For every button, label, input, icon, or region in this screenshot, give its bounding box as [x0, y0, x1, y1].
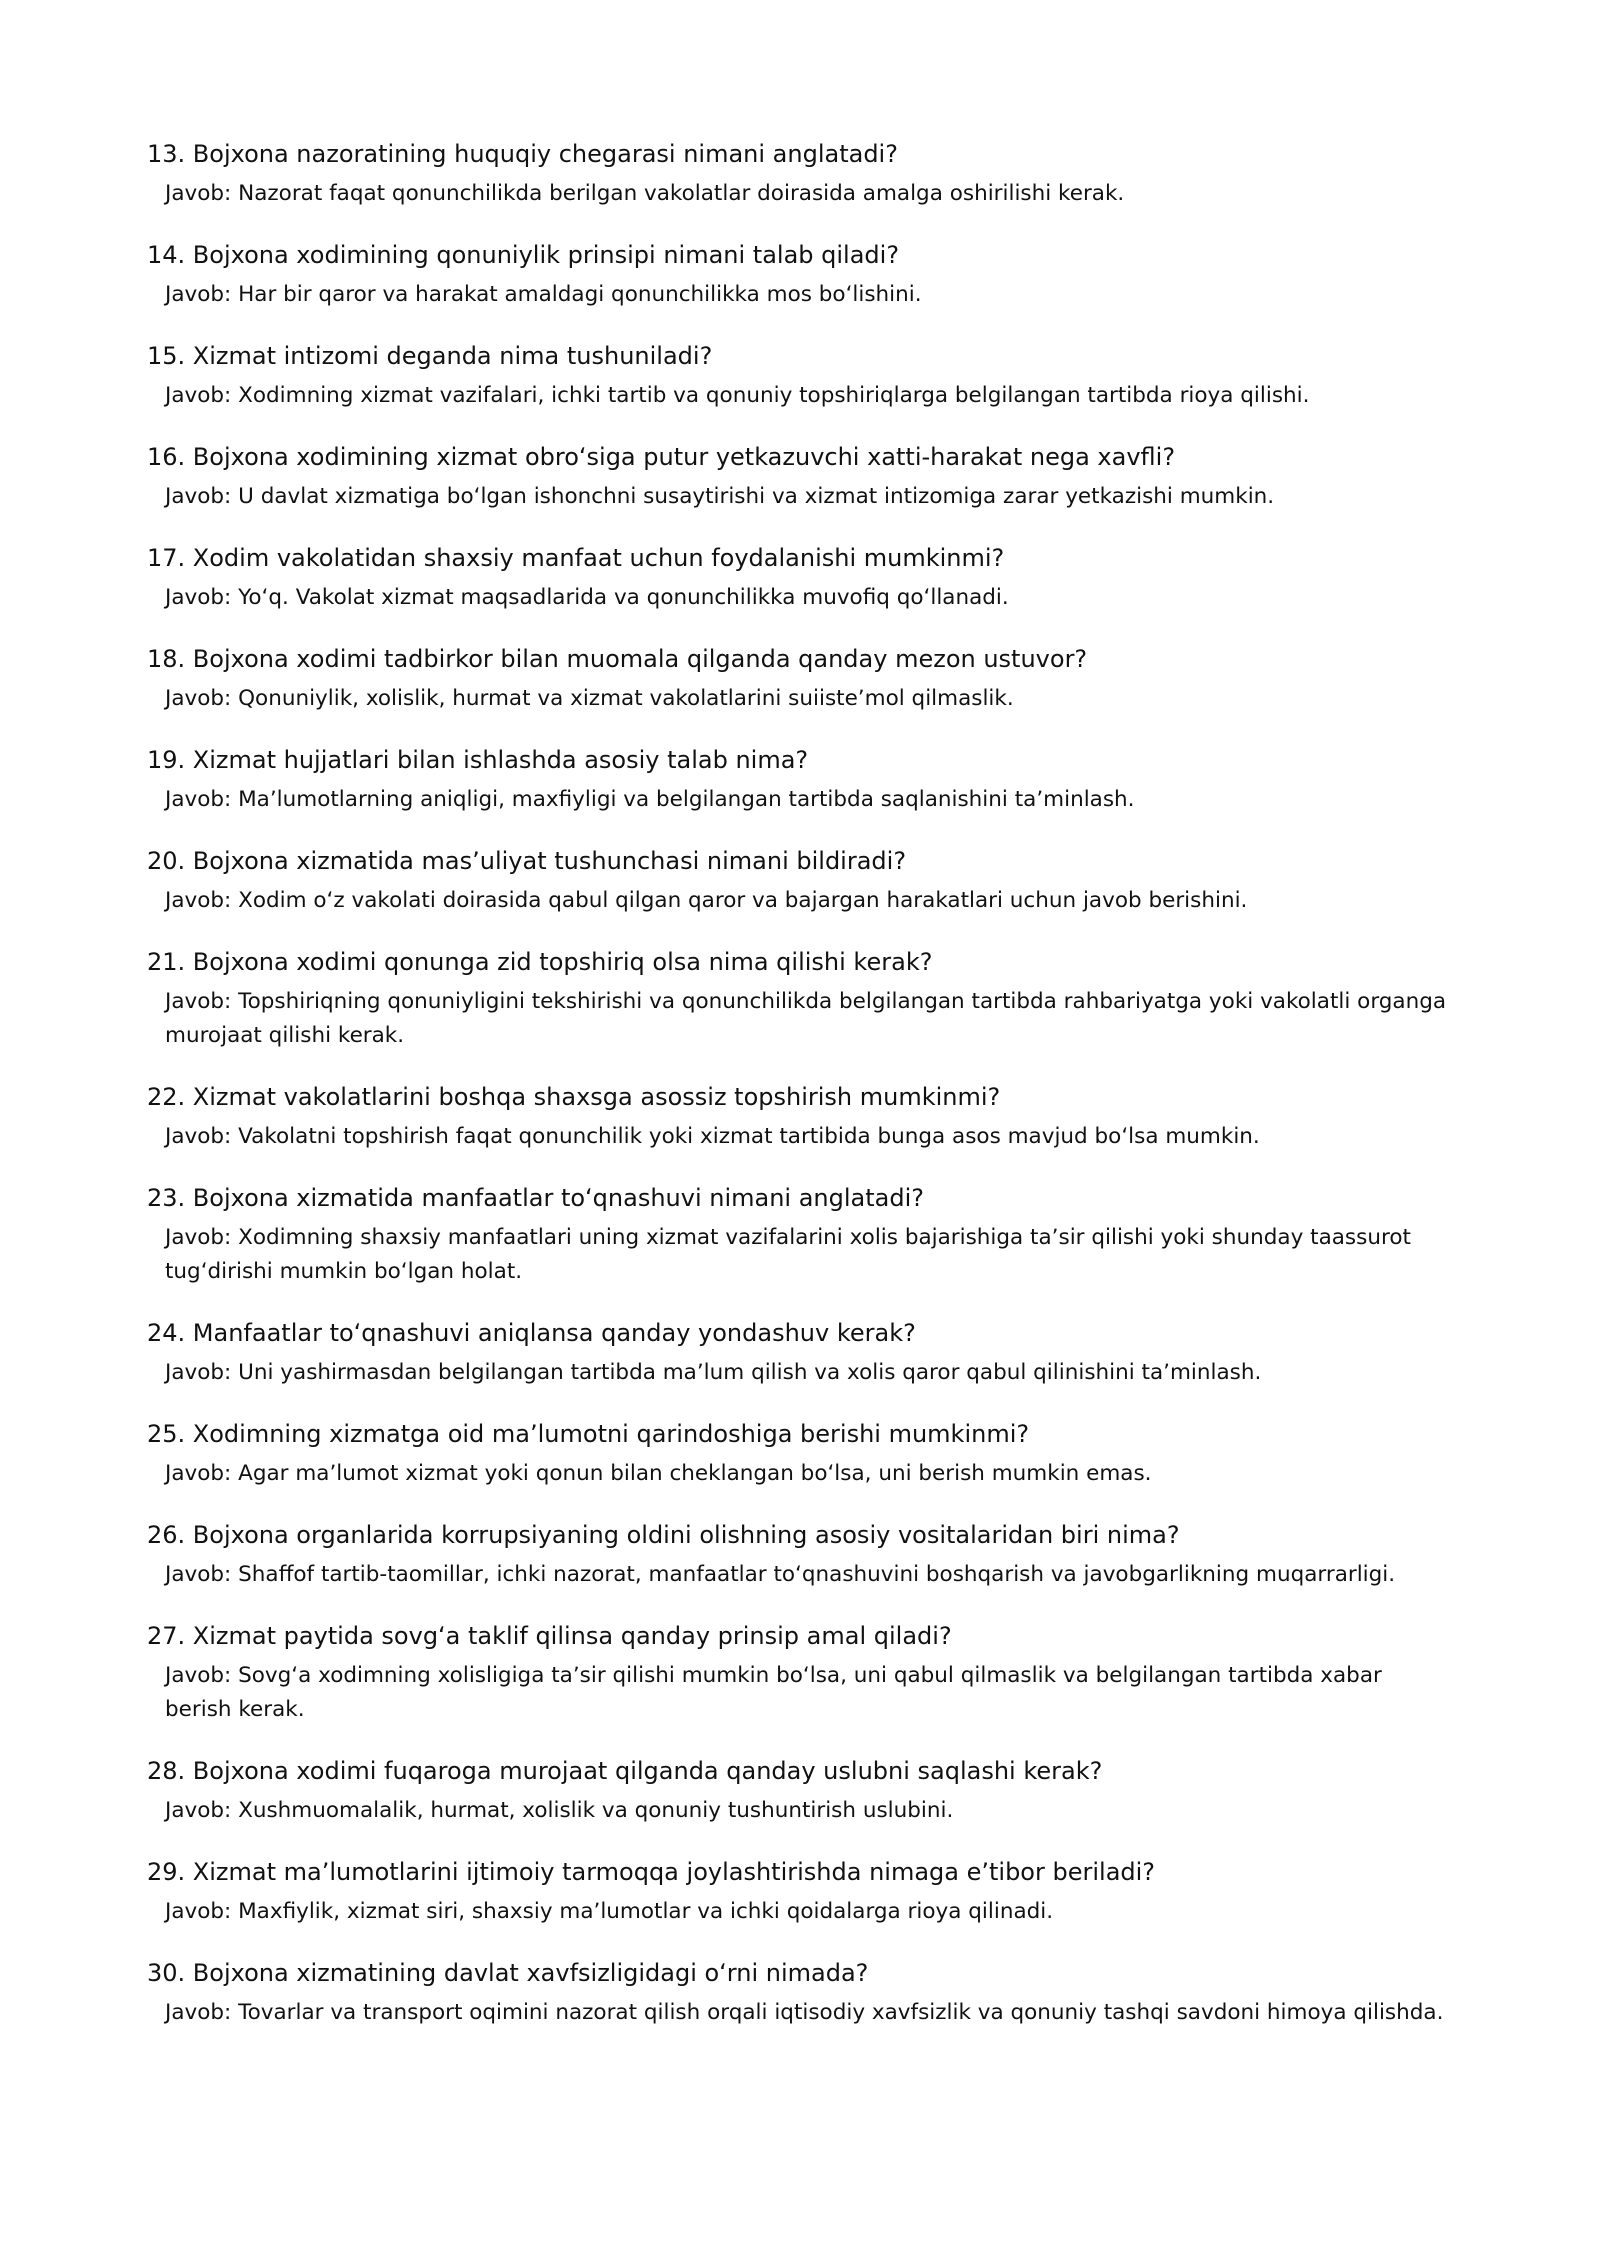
answer-14: Javob: Har bir qaror va harakat amaldagi qonunchilikka mos boʻlishini.	[165, 282, 922, 307]
answer-21: Javob: Topshiriqning qonuniyligini tekshirishi va qonunchilikda belgilangan tartibda rahbariyatga yoki vakolatli organga murojaat qilishi kerak.	[165, 989, 1447, 1048]
qa-item-26	[147, 1518, 1467, 1592]
answer-15: Javob: Xodimning xizmat vazifalari, ichki tartib va qonuniy topshiriqlarga belgilangan tartibda rioya qilishi.	[165, 383, 1310, 408]
answer-28: Javob: Xushmuomalalik, hurmat, xolislik va qonuniy tushuntirish uslubini.	[165, 1798, 954, 1823]
qa-item-15	[147, 339, 1467, 413]
question-21: 21. Bojxona xodimi qonunga zid topshiriq olsa nima qilishi kerak?	[147, 948, 933, 976]
answer-29: Javob: Maxfiylik, xizmat siri, shaxsiy maʼlumotlar va ichki qoidalarga rioya qilinadi.	[165, 1899, 1054, 1924]
answer-23: Javob: Xodimning shaxsiy manfaatlari uning xizmat vazifalarini xolis bajarishiga taʼsir qilishi yoki shunday taassurot tugʻdirishi mumkin boʻlgan holat.	[165, 1225, 1411, 1284]
qa-item-13	[147, 137, 1467, 211]
qa-item-30	[147, 1956, 1467, 2030]
question-29: 29. Xizmat maʼlumotlarini ijtimoiy tarmoqqa joylashtirishda nimaga eʼtibor beriladi?	[147, 1858, 1156, 1886]
qa-item-24	[147, 1316, 1467, 1390]
answer-18: Javob: Qonuniylik, xolislik, hurmat va xizmat vakolatlarini suiisteʼmol qilmaslik.	[165, 686, 1014, 711]
question-23: 23. Bojxona xizmatida manfaatlar toʻqnashuvi nimani anglatadi?	[147, 1184, 925, 1212]
question-20: 20. Bojxona xizmatida masʼuliyat tushunchasi nimani bildiradi?	[147, 847, 907, 875]
question-16: 16. Bojxona xodimining xizmat obroʻsiga putur yetkazuvchi xatti-harakat nega xavfli?	[147, 443, 1176, 471]
answer-30: Javob: Tovarlar va transport oqimini nazorat qilish orqali iqtisodiy xavfsizlik va qonuniy tashqi savdoni himoya qilishda.	[165, 2000, 1444, 2025]
question-17: 17. Xodim vakolatidan shaxsiy manfaat uchun foydalanishi mumkinmi?	[147, 544, 1005, 572]
answer-22: Javob: Vakolatni topshirish faqat qonunchilik yoki xizmat tartibida bunga asos mavjud boʻlsa mumkin.	[165, 1124, 1260, 1149]
qa-item-27	[147, 1619, 1467, 1727]
question-30: 30. Bojxona xizmatining davlat xavfsizligidagi oʻrni nimada?	[147, 1959, 869, 1987]
qa-item-22	[147, 1080, 1467, 1154]
question-13: 13. Bojxona nazoratining huquqiy chegarasi nimani anglatadi?	[147, 140, 898, 168]
question-28: 28. Bojxona xodimi fuqaroga murojaat qilganda qanday uslubni saqlashi kerak?	[147, 1757, 1103, 1785]
answer-19: Javob: Maʼlumotlarning aniqligi, maxfiyligi va belgilangan tartibda saqlanishini taʼminlash.	[165, 787, 1135, 812]
qa-item-19	[147, 743, 1467, 817]
qa-item-29	[147, 1855, 1467, 1929]
answer-13: Javob: Nazorat faqat qonunchilikda berilgan vakolatlar doirasida amalga oshirilishi kerak.	[165, 181, 1125, 206]
question-27: 27. Xizmat paytida sovgʻa taklif qilinsa qanday prinsip amal qiladi?	[147, 1622, 952, 1650]
answer-27: Javob: Sovgʻa xodimning xolisligiga taʼsir qilishi mumkin boʻlsa, uni qabul qilmaslik va belgilangan tartibda xabar berish kerak.	[165, 1663, 1382, 1722]
qa-item-14	[147, 238, 1467, 312]
question-15: 15. Xizmat intizomi deganda nima tushuniladi?	[147, 342, 713, 370]
qa-item-17	[147, 541, 1467, 615]
qa-item-28	[147, 1754, 1467, 1828]
question-25: 25. Xodimning xizmatga oid maʼlumotni qarindoshiga berishi mumkinmi?	[147, 1420, 1030, 1448]
question-18: 18. Bojxona xodimi tadbirkor bilan muomala qilganda qanday mezon ustuvor?	[147, 645, 1088, 673]
qa-item-23	[147, 1181, 1467, 1289]
qa-item-25	[147, 1417, 1467, 1491]
question-24: 24. Manfaatlar toʻqnashuvi aniqlansa qanday yondashuv kerak?	[147, 1319, 916, 1347]
qa-item-20	[147, 844, 1467, 918]
qa-item-18	[147, 642, 1467, 716]
qa-item-16	[147, 440, 1467, 514]
answer-26: Javob: Shaffof tartib-taomillar, ichki nazorat, manfaatlar toʻqnashuvini boshqarish va javobgarlikning muqarrarligi.	[165, 1562, 1396, 1587]
question-19: 19. Xizmat hujjatlari bilan ishlashda asosiy talab nima?	[147, 746, 809, 774]
qa-item-21	[147, 945, 1467, 1053]
answer-25: Javob: Agar maʼlumot xizmat yoki qonun bilan cheklangan boʻlsa, uni berish mumkin emas.	[165, 1461, 1152, 1486]
answer-20: Javob: Xodim oʻz vakolati doirasida qabul qilgan qaror va bajargan harakatlari uchun javob berishini.	[165, 888, 1248, 913]
question-22: 22. Xizmat vakolatlarini boshqa shaxsga asossiz topshirish mumkinmi?	[147, 1083, 1001, 1111]
answer-24: Javob: Uni yashirmasdan belgilangan tartibda maʼlum qilish va xolis qaror qabul qilinishini taʼminlash.	[165, 1360, 1262, 1385]
answer-17: Javob: Yoʻq. Vakolat xizmat maqsadlarida va qonunchilikka muvofiq qoʻllanadi.	[165, 585, 1009, 610]
question-26: 26. Bojxona organlarida korrupsiyaning oldini olishning asosiy vositalaridan biri nima?	[147, 1521, 1180, 1549]
question-14: 14. Bojxona xodimining qonuniylik prinsipi nimani talab qiladi?	[147, 241, 900, 269]
answer-16: Javob: U davlat xizmatiga boʻlgan ishonchni susaytirishi va xizmat intizomiga zarar yetkazishi mumkin.	[165, 484, 1275, 509]
document-page	[147, 137, 1467, 2057]
